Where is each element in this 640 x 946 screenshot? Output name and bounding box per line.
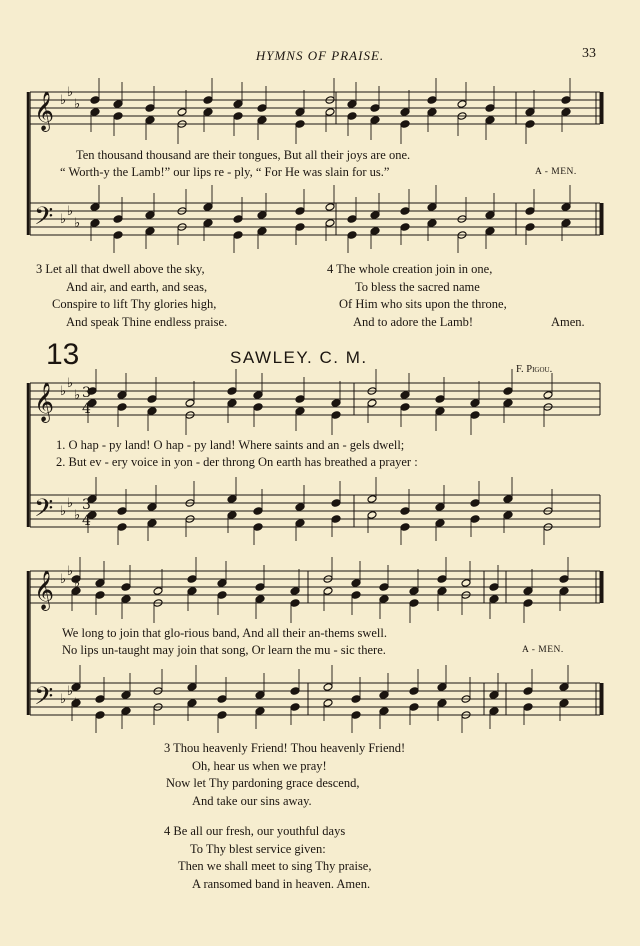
note-head [227, 387, 237, 396]
note-head [370, 227, 380, 236]
note-head [400, 403, 410, 412]
note-head [489, 595, 499, 604]
note-head [295, 503, 305, 512]
note-head [257, 116, 267, 125]
note-head [323, 683, 333, 692]
flat-sign-icon: ♭ [74, 696, 81, 711]
note-head [95, 695, 105, 704]
note-head [379, 691, 389, 700]
note-head [503, 495, 513, 504]
note-head [347, 112, 357, 121]
note-head [351, 711, 361, 720]
verse-line: 4 Be all our fresh, our youthful days [164, 824, 346, 838]
bass-clef-icon: 𝄢 [34, 682, 54, 717]
hymn-number: 13 [46, 338, 80, 371]
flat-sign-icon: ♭ [67, 376, 74, 391]
note-head [233, 231, 243, 240]
note-head [145, 116, 155, 125]
note-head [290, 687, 300, 696]
note-head [227, 399, 237, 408]
h13-verse-4 [164, 823, 371, 893]
note-head [257, 104, 267, 113]
flat-sign-icon: ♭ [67, 204, 74, 219]
flat-sign-icon: ♭ [60, 212, 67, 227]
note-head [559, 575, 569, 584]
time-sig-number: 3 [82, 385, 91, 401]
note-head [435, 519, 445, 528]
note-head [561, 203, 571, 212]
note-head [331, 399, 341, 408]
note-head [185, 399, 195, 408]
treble-clef-icon: 𝄞 [34, 382, 55, 422]
note-head [253, 507, 263, 516]
note-head [525, 223, 535, 232]
verse-line: Conspire to lift Thy glories high, [52, 297, 217, 312]
note-head [561, 219, 571, 228]
note-head [290, 599, 300, 608]
note-head [503, 399, 513, 408]
amen-label-h13: A - MEN. [522, 645, 564, 655]
note-head [257, 227, 267, 236]
note-head [370, 211, 380, 220]
h13-lyric-3: We long to join that glo-rious band, And all their an-thems swell. [62, 626, 387, 640]
note-head [367, 399, 377, 408]
composer-name: F. Pigou. [516, 364, 553, 375]
note-head [117, 403, 127, 412]
note-head [153, 587, 163, 596]
note-head [489, 691, 499, 700]
note-head [559, 683, 569, 692]
note-head [470, 411, 480, 420]
note-head [367, 511, 377, 520]
note-head [255, 707, 265, 716]
note-head [177, 108, 187, 117]
note-head [400, 223, 410, 232]
note-head [217, 711, 227, 720]
time-sig-number: 4 [82, 513, 91, 529]
note-head [217, 695, 227, 704]
note-head [367, 495, 377, 504]
note-head [295, 207, 305, 216]
note-head [525, 207, 535, 216]
note-head [400, 507, 410, 516]
note-head [227, 495, 237, 504]
note-head [295, 407, 305, 416]
time-sig-number: 3 [82, 497, 91, 513]
flat-sign-icon: ♭ [60, 692, 67, 707]
flat-sign-icon: ♭ [74, 216, 81, 231]
flat-sign-icon: ♭ [74, 508, 81, 523]
note-head [437, 683, 447, 692]
note-head [470, 499, 480, 508]
note-head [409, 687, 419, 696]
note-head [113, 215, 123, 224]
flat-sign-icon: ♭ [60, 384, 67, 399]
note-head [379, 595, 389, 604]
verse-line: Of Him who sits upon the throne, [339, 297, 507, 312]
note-head [255, 691, 265, 700]
note-head [470, 399, 480, 408]
note-head [95, 579, 105, 588]
top-verse-amen: Amen. [551, 315, 585, 329]
note-head [561, 96, 571, 105]
note-head [253, 523, 263, 532]
note-head [90, 219, 100, 228]
note-head [435, 407, 445, 416]
note-head [295, 223, 305, 232]
note-head [295, 120, 305, 129]
verse-line: And air, and earth, and seas, [66, 279, 208, 294]
note-head [217, 591, 227, 600]
note-head [145, 227, 155, 236]
note-head [331, 515, 341, 524]
note-head [325, 219, 335, 228]
top-lyric-line-1: Ten thousand thousand are their tongues, But all their joys are one. [76, 148, 411, 162]
flat-sign-icon: ♭ [60, 572, 67, 587]
h13-lyric-2: 2. But ev - ery voice in yon - der throng On earth has breathed a prayer : [56, 455, 418, 469]
note-head [187, 699, 197, 708]
note-head [437, 699, 447, 708]
note-head [233, 215, 243, 224]
note-head [253, 391, 263, 400]
note-head [523, 703, 533, 712]
note-head [409, 599, 419, 608]
h13-lyric-4: No lips un-taught may join that song, Or learn the mu - sic there. [62, 643, 386, 657]
note-head [121, 691, 131, 700]
note-head [435, 395, 445, 404]
top-verse-4 [327, 261, 507, 331]
note-head [203, 219, 213, 228]
flat-sign-icon: ♭ [74, 576, 81, 591]
note-head [121, 707, 131, 716]
note-head [331, 499, 341, 508]
note-head [117, 523, 127, 532]
note-head [331, 411, 341, 420]
verse-line: To bless the sacred name [355, 279, 480, 294]
note-head [147, 407, 157, 416]
verse-line: 4 The whole creation join in one, [327, 262, 493, 276]
verse-line: 3 Thou heavenly Friend! Thou heavenly Friend! [164, 741, 406, 755]
note-head [523, 587, 533, 596]
note-head [233, 100, 243, 109]
note-head [370, 116, 380, 125]
time-sig-number: 4 [82, 401, 91, 417]
note-head [90, 108, 100, 117]
note-head [113, 231, 123, 240]
note-head [503, 387, 513, 396]
flat-sign-icon: ♭ [67, 496, 74, 511]
amen-label-top: A - MEN. [535, 167, 577, 177]
verse-line: And take our sins away. [192, 793, 312, 808]
note-head [489, 707, 499, 716]
note-head [437, 587, 447, 596]
note-head [485, 227, 495, 236]
note-head [145, 211, 155, 220]
note-head [145, 104, 155, 113]
hymn-title: SAWLEY. C. M. [230, 348, 368, 367]
h13-lyric-1: 1. O hap - py land! O hap - py land! Where saints and an - gels dwell; [56, 438, 405, 452]
verse-line: And speak Thine endless praise. [66, 314, 228, 329]
note-head [525, 120, 535, 129]
flat-sign-icon: ♭ [67, 684, 74, 699]
note-head [295, 395, 305, 404]
note-head [409, 703, 419, 712]
note-head [203, 203, 213, 212]
note-head [325, 108, 335, 117]
note-head [485, 116, 495, 125]
note-head [485, 211, 495, 220]
note-head [347, 215, 357, 224]
note-head [227, 511, 237, 520]
verse-line: Oh, hear us when we pray! [192, 758, 327, 773]
page-number: 33 [582, 46, 596, 61]
note-head [427, 108, 437, 117]
note-head [427, 203, 437, 212]
treble-clef-icon: 𝄞 [34, 91, 55, 131]
verse-line: Then we shall meet to sing Thy praise, [178, 859, 372, 874]
note-head [295, 519, 305, 528]
note-head [147, 519, 157, 528]
note-head [351, 579, 361, 588]
note-head [121, 583, 131, 592]
note-head [523, 687, 533, 696]
note-head [435, 503, 445, 512]
note-head [187, 587, 197, 596]
note-head [255, 583, 265, 592]
flat-sign-icon: ♭ [74, 97, 81, 112]
flat-sign-icon: ♭ [67, 564, 74, 579]
note-head [437, 575, 447, 584]
note-head [523, 599, 533, 608]
note-head [187, 683, 197, 692]
note-head [117, 507, 127, 516]
note-head [470, 515, 480, 524]
note-head [203, 96, 213, 105]
note-head [323, 699, 333, 708]
verse-line: 3 Let all that dwell above the sky, [36, 262, 205, 276]
note-head [503, 511, 513, 520]
note-head [217, 579, 227, 588]
note-head [400, 108, 410, 117]
note-head [559, 699, 569, 708]
note-head [290, 703, 300, 712]
bass-clef-icon: 𝄢 [34, 494, 54, 529]
note-head [457, 100, 467, 109]
note-head [117, 391, 127, 400]
note-head [290, 587, 300, 596]
flat-sign-icon: ♭ [60, 504, 67, 519]
note-head [255, 595, 265, 604]
note-head [559, 587, 569, 596]
note-head [561, 108, 571, 117]
note-head [400, 391, 410, 400]
note-head [347, 100, 357, 109]
verse-line: Now let Thy pardoning grace descend, [166, 776, 360, 791]
note-head [233, 112, 243, 121]
note-head [489, 583, 499, 592]
note-head [379, 583, 389, 592]
verse-line: To Thy blest service given: [190, 841, 326, 856]
top-lyric-line-2: “ Worth-y the Lamb!” our lips re - ply, “ For He was slain for us.” [60, 165, 390, 179]
note-head [253, 403, 263, 412]
note-head [400, 523, 410, 532]
running-head: HYMNS OF PRAISE. [255, 48, 385, 63]
note-head [427, 96, 437, 105]
note-head [351, 591, 361, 600]
treble-clef-icon: 𝄞 [34, 570, 55, 610]
note-head [525, 108, 535, 117]
note-head [461, 579, 471, 588]
note-head [409, 587, 419, 596]
flat-sign-icon: ♭ [67, 85, 74, 100]
note-head [370, 104, 380, 113]
note-head [427, 219, 437, 228]
flat-sign-icon: ♭ [60, 93, 67, 108]
verse-line: A ransomed band in heaven. Amen. [192, 876, 371, 891]
note-head [347, 231, 357, 240]
note-head [113, 112, 123, 121]
note-head [485, 104, 495, 113]
note-head [400, 207, 410, 216]
bass-clef-icon: 𝄢 [34, 202, 54, 237]
note-head [325, 203, 335, 212]
note-head [400, 120, 410, 129]
note-head [147, 395, 157, 404]
note-head [323, 587, 333, 596]
h13-verse-3 [164, 740, 405, 810]
note-head [90, 203, 100, 212]
note-head [121, 595, 131, 604]
note-head [147, 503, 157, 512]
note-head [543, 391, 553, 400]
note-head [379, 707, 389, 716]
note-head [95, 591, 105, 600]
note-head [351, 695, 361, 704]
note-head [295, 108, 305, 117]
verse-line: And to adore the Lamb! [353, 314, 474, 329]
top-verse-3 [36, 261, 227, 331]
note-head [113, 100, 123, 109]
note-head [90, 96, 100, 105]
flat-sign-icon: ♭ [74, 388, 81, 403]
note-head [257, 211, 267, 220]
note-head [95, 711, 105, 720]
note-head [203, 108, 213, 117]
note-head [187, 575, 197, 584]
